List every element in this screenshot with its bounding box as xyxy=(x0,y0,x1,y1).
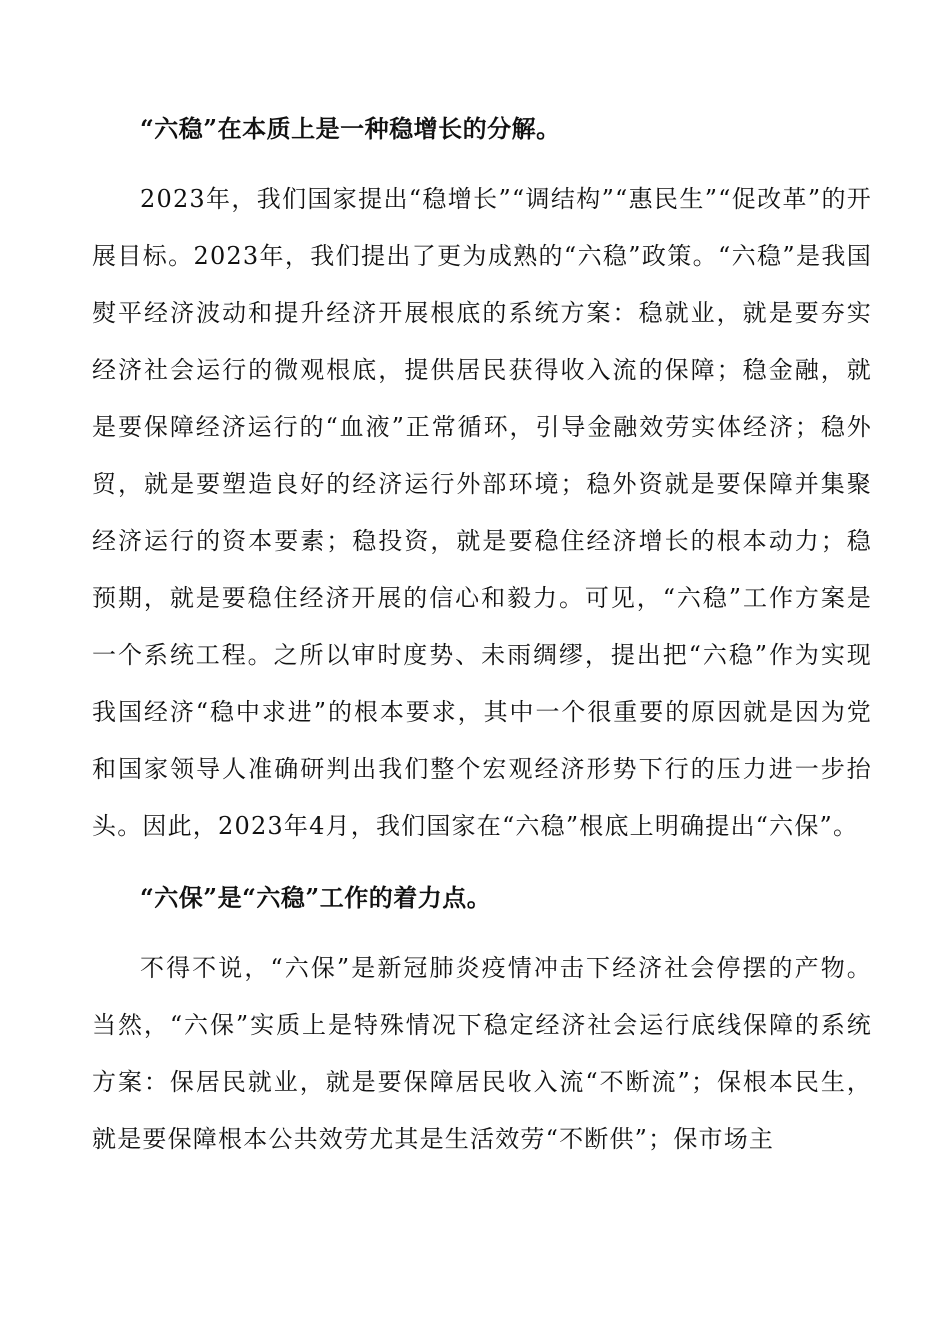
section-heading-six-guarantees: “六保”是“六稳”工作的着力点。 xyxy=(140,883,492,912)
section-heading-six-stabilities: “六稳”在本质上是一种稳增长的分解。 xyxy=(140,114,561,143)
document-page xyxy=(92,100,872,1182)
paragraph-six-stabilities: 2023年，我们国家提出“稳增长”“调结构”“惠民生”“促改革”的开展目标。2023年，我们提出了更为成熟的“六稳”政策。“六稳”是我国熨平经济波动和提升经济开展根底的系统方案：稳就业，就是要夯实经济社会运行的微观根底，提供居民获得收入流的保障；稳金融，就是要保障经济运行的“血液”正常循环，引导金融效劳实体经济；稳外贸，就是要塑造良好的经济运行外部环境；稳外资就是要保障并集聚经济运行的资本要素；稳投资，就是要稳住经济增长的根本动力；稳预期，就是要稳住经济开展的信心和毅力。可见，“六稳”工作方案是一个系统工程。之所以审时度势、未雨绸缪，提出把“六稳”作为实现我国经济“稳中求进”的根本要求，其中一个很重要的原因就是因为党和国家领导人准确研判出我们整个宏观经济形势下行的压力进一步抬头。因此，2023年4月，我们国家在“六稳”根底上明确提出“六保”。 xyxy=(92,185,872,840)
paragraph-six-guarantees: 不得不说，“六保”是新冠肺炎疫情冲击下经济社会停摆的产物。当然，“六保”实质上是特殊情况下稳定经济社会运行底线保障的系统方案：保居民就业，就是要保障居民收入流“不断流”；保根本民生，就是要保障根本公共效劳尤其是生活效劳“不断供”；保市场主 xyxy=(92,954,872,1153)
